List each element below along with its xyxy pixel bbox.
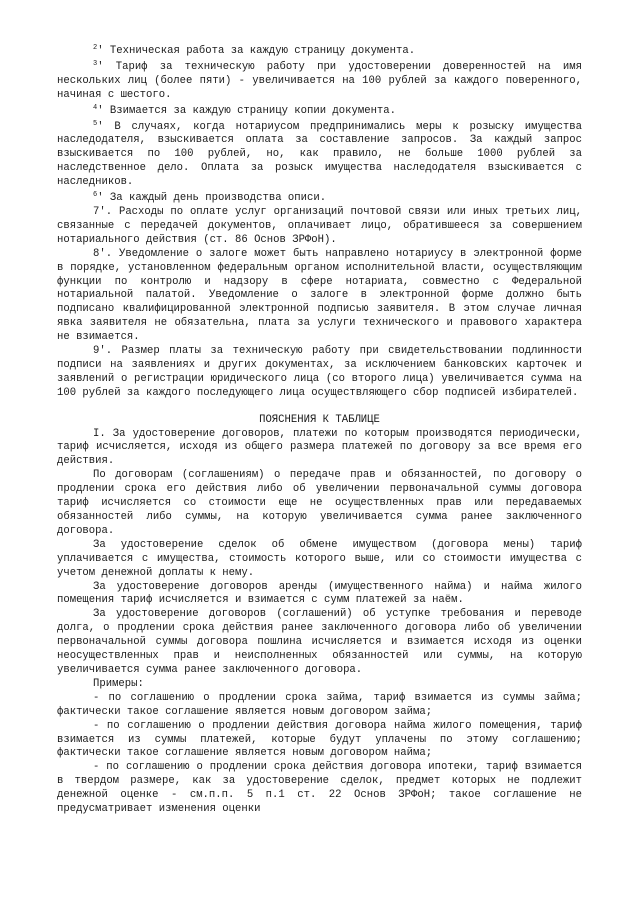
footnote-mark: 2 — [93, 44, 98, 52]
explanation-paragraph: I. За удостоверение договоров, платежи по которым производятся периодически, тариф исчисляется, исходя из общего размера платежей по договору за все время его действия. — [57, 427, 582, 468]
footnote-2 — [57, 45, 582, 59]
explanation-paragraph: По договорам (соглашениям) о передаче прав и обязанностей, по договору о продлении срока его действия либо об увеличении первоначальной суммы договора тариф исчисляется со стоимости еще не осуществленных прав или передаваемых обязанностей либо суммы, на которую увеличивается сумма ранее заключенного договора. — [57, 469, 582, 537]
explanation-paragraph: За удостоверение договоров (соглашений) об уступке требования и переводе долга, о продлении срока действия ранее заключенного договора либо об увеличении первоначальной суммы договора пошлина исчисляется и взимается исходя из оценки неосуществленных прав и неисполненных обязанностей или суммы, на которую увеличивается сумма ранее заключенного договора. — [57, 608, 582, 676]
footnote-8 — [57, 248, 582, 345]
footnote-text: ' За каждый день производства описи. — [97, 192, 327, 205]
examples-label: Примеры: — [93, 677, 144, 690]
footnote-4 — [57, 105, 582, 119]
explanation-paragraph: За удостоверение договоров аренды (имущественного найма) и найма жилого помещения тариф исчисляется и взимается с сумм платежей за наём. — [57, 580, 582, 607]
footnote-text: 9'. Размер платы за техническую работу при свидетельствовании подлинности подписи на заявлениях и других документах, за исключением банковских карточек и заявлений о регистрации юридического лица (со второго лица) увеличивается сумма на 100 рублей за каждого последующего лица осуществляющего сбор подписей избирателей. — [57, 345, 582, 399]
footnote-7 — [57, 206, 582, 248]
footnote-5 — [57, 121, 582, 191]
footnote-3 — [57, 61, 582, 103]
footnote-9 — [57, 345, 582, 401]
footnote-mark: 6 — [93, 191, 98, 200]
footnote-text: ' Тариф за техническую работу при удостоверении доверенностей на имя нескольких лиц (более пяти) - увеличивается на 100 рублей за каждого поверенного, начиная с шестого. — [57, 60, 582, 101]
example-item: - по соглашению о продлении срока займа, тариф взимается из суммы займа; фактически такое соглашение является новым договором займа; — [57, 691, 582, 718]
footnote-text: ' Взимается за каждую страницу копии документа. — [97, 104, 396, 117]
footnote-mark: 5 — [93, 119, 98, 128]
section-title: ПОЯСНЕНИЯ К ТАБЛИЦЕ — [259, 413, 380, 426]
example-item: - по соглашению о продлении действия договора найма жилого помещения, тариф взимается из суммы платежей, которые будут уплачены по этому соглашению; фактически такое соглашение является новым договором найма; — [57, 719, 582, 760]
footnote-text: 8'. Уведомление о залоге может быть направлено нотариусу в электронной форме в порядке, установленном федеральным органом исполнительной власти, осуществляющим функции по контролю и надзору в сфере нотариата, совместно с Федеральной нотариальной палатой. Уведомление о залоге в электронной форме должно быть подписано квалифицированной электронной подписью заявителя. В этом случае личная явка заявителя не обязательна, плата за услуги технического и правового характера не взимается. — [57, 247, 582, 344]
footnote-text: ' В случаях, когда нотариусом предпринимались меры к розыску имущества наследодателя, взыскивается оплата за составление запросов. За каждый запрос взыскивается по 100 рублей, но, как правило, не больше 1000 рублей за наследственное дело. Оплата за розыск имущества наследодателя взыскивается с наследников. — [57, 120, 582, 189]
explanation-paragraph: За удостоверение сделок об обмене имуществом (договора мены) тариф уплачивается с имущества, стоимость которого выше, или со стоимости имущества с учетом денежной доплаты к нему. — [57, 538, 582, 579]
example-item: - по соглашению о продлении срока действия договора ипотеки, тариф взимается в твердом размере, как за удостоверение сделок, предмет которых не подлежит денежной оценке - см.п.п. 5 п.1 ст. 22 Основ ЗРФоН; такое соглашение не предусматривает изменения оценки — [57, 761, 582, 816]
document-body — [57, 43, 582, 817]
footnote-text: 7'. Расходы по оплате услуг организаций почтовой связи или иных третьих лиц, связанные с передачей документов, оплачивает лицо, обратившееся за совершением нотариального действия (ст. 86 Основ ЗРФоН). — [57, 205, 582, 246]
footnote-6 — [57, 192, 582, 206]
footnote-text: ' Техническая работа за каждую страницу документа. — [97, 45, 416, 57]
footnote-mark: 3 — [93, 59, 98, 68]
footnote-mark: 4 — [93, 103, 98, 112]
